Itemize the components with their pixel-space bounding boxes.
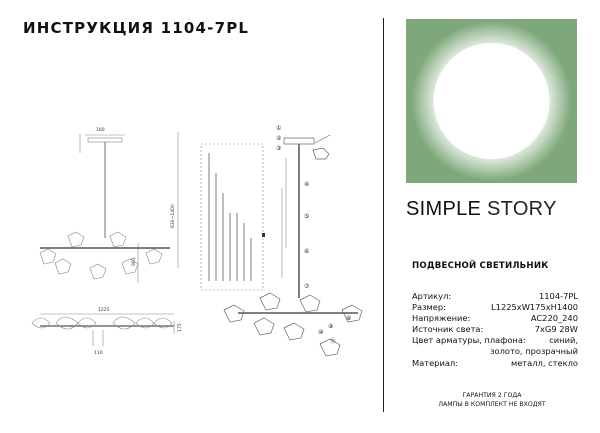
brand-part-1: SIMPLE <box>406 198 482 220</box>
canopy-width-label: 160 <box>96 128 105 133</box>
spec-label: Размер: <box>412 302 446 313</box>
spec-row <box>412 313 578 324</box>
assembly-drawing <box>218 118 378 368</box>
step-3: ③ <box>276 145 282 152</box>
step-8: ⑧ <box>346 315 352 322</box>
step-6: ⑥ <box>304 248 310 255</box>
spec-list <box>412 291 578 369</box>
step-10: ⑩ <box>318 329 324 336</box>
spec-value: 1104-7PL <box>538 291 578 301</box>
brand-name <box>406 198 557 221</box>
brand-logo <box>406 19 577 183</box>
step-2: ② <box>276 135 282 142</box>
spec-row <box>412 324 578 335</box>
spec-label: Напряжение: <box>412 313 471 324</box>
brand-part-2: STORY <box>487 198 557 220</box>
spec-row <box>412 291 578 302</box>
step-7: ⑦ <box>304 283 310 290</box>
total-width-label: 1225 <box>98 308 110 313</box>
step-4: ④ <box>304 181 310 188</box>
page-title: ИНСТРУКЦИЯ 1104-7PL <box>23 19 250 37</box>
spec-value: металл, стекло <box>510 357 578 368</box>
base-label: 110 <box>94 351 103 356</box>
bulbs-note: ЛАМПЫ В КОМПЛЕКТ НЕ ВХОДЯТ <box>438 401 546 408</box>
spec-value: 7xG9 28W <box>534 324 578 335</box>
spec-value: синий, <box>549 335 578 346</box>
vertical-divider <box>383 18 384 412</box>
spec-row <box>412 335 578 346</box>
spec-row <box>412 358 578 369</box>
spec-row <box>412 302 578 313</box>
spec-value: AC220_240 <box>530 313 578 324</box>
dimension-drawing <box>18 118 193 358</box>
product-type: ПОДВЕСНОЙ СВЕТИЛЬНИК <box>412 261 549 271</box>
depth-label: 175 <box>178 323 183 332</box>
warranty-note <box>384 391 600 409</box>
spec-label: Источник света: <box>412 324 484 335</box>
height-range-label: 630~1400 <box>171 204 176 228</box>
drop-label: 903 <box>132 257 137 266</box>
step-11: ⑪ <box>330 338 337 345</box>
spec-label: Артикул: <box>412 291 452 301</box>
spec-label: Материал: <box>412 357 459 368</box>
step-5: ⑤ <box>304 213 310 220</box>
spec-label: Цвет арматуры, плафона: <box>412 335 526 346</box>
warranty-line: ГАРАНТИЯ 2 ГОДА <box>462 392 522 399</box>
step-9: ⑨ <box>328 323 334 330</box>
spec-continuation: золото, прозрачный <box>490 346 578 357</box>
spec-value: L1225xW175xH1400 <box>491 302 578 313</box>
step-1: ① <box>276 125 282 132</box>
